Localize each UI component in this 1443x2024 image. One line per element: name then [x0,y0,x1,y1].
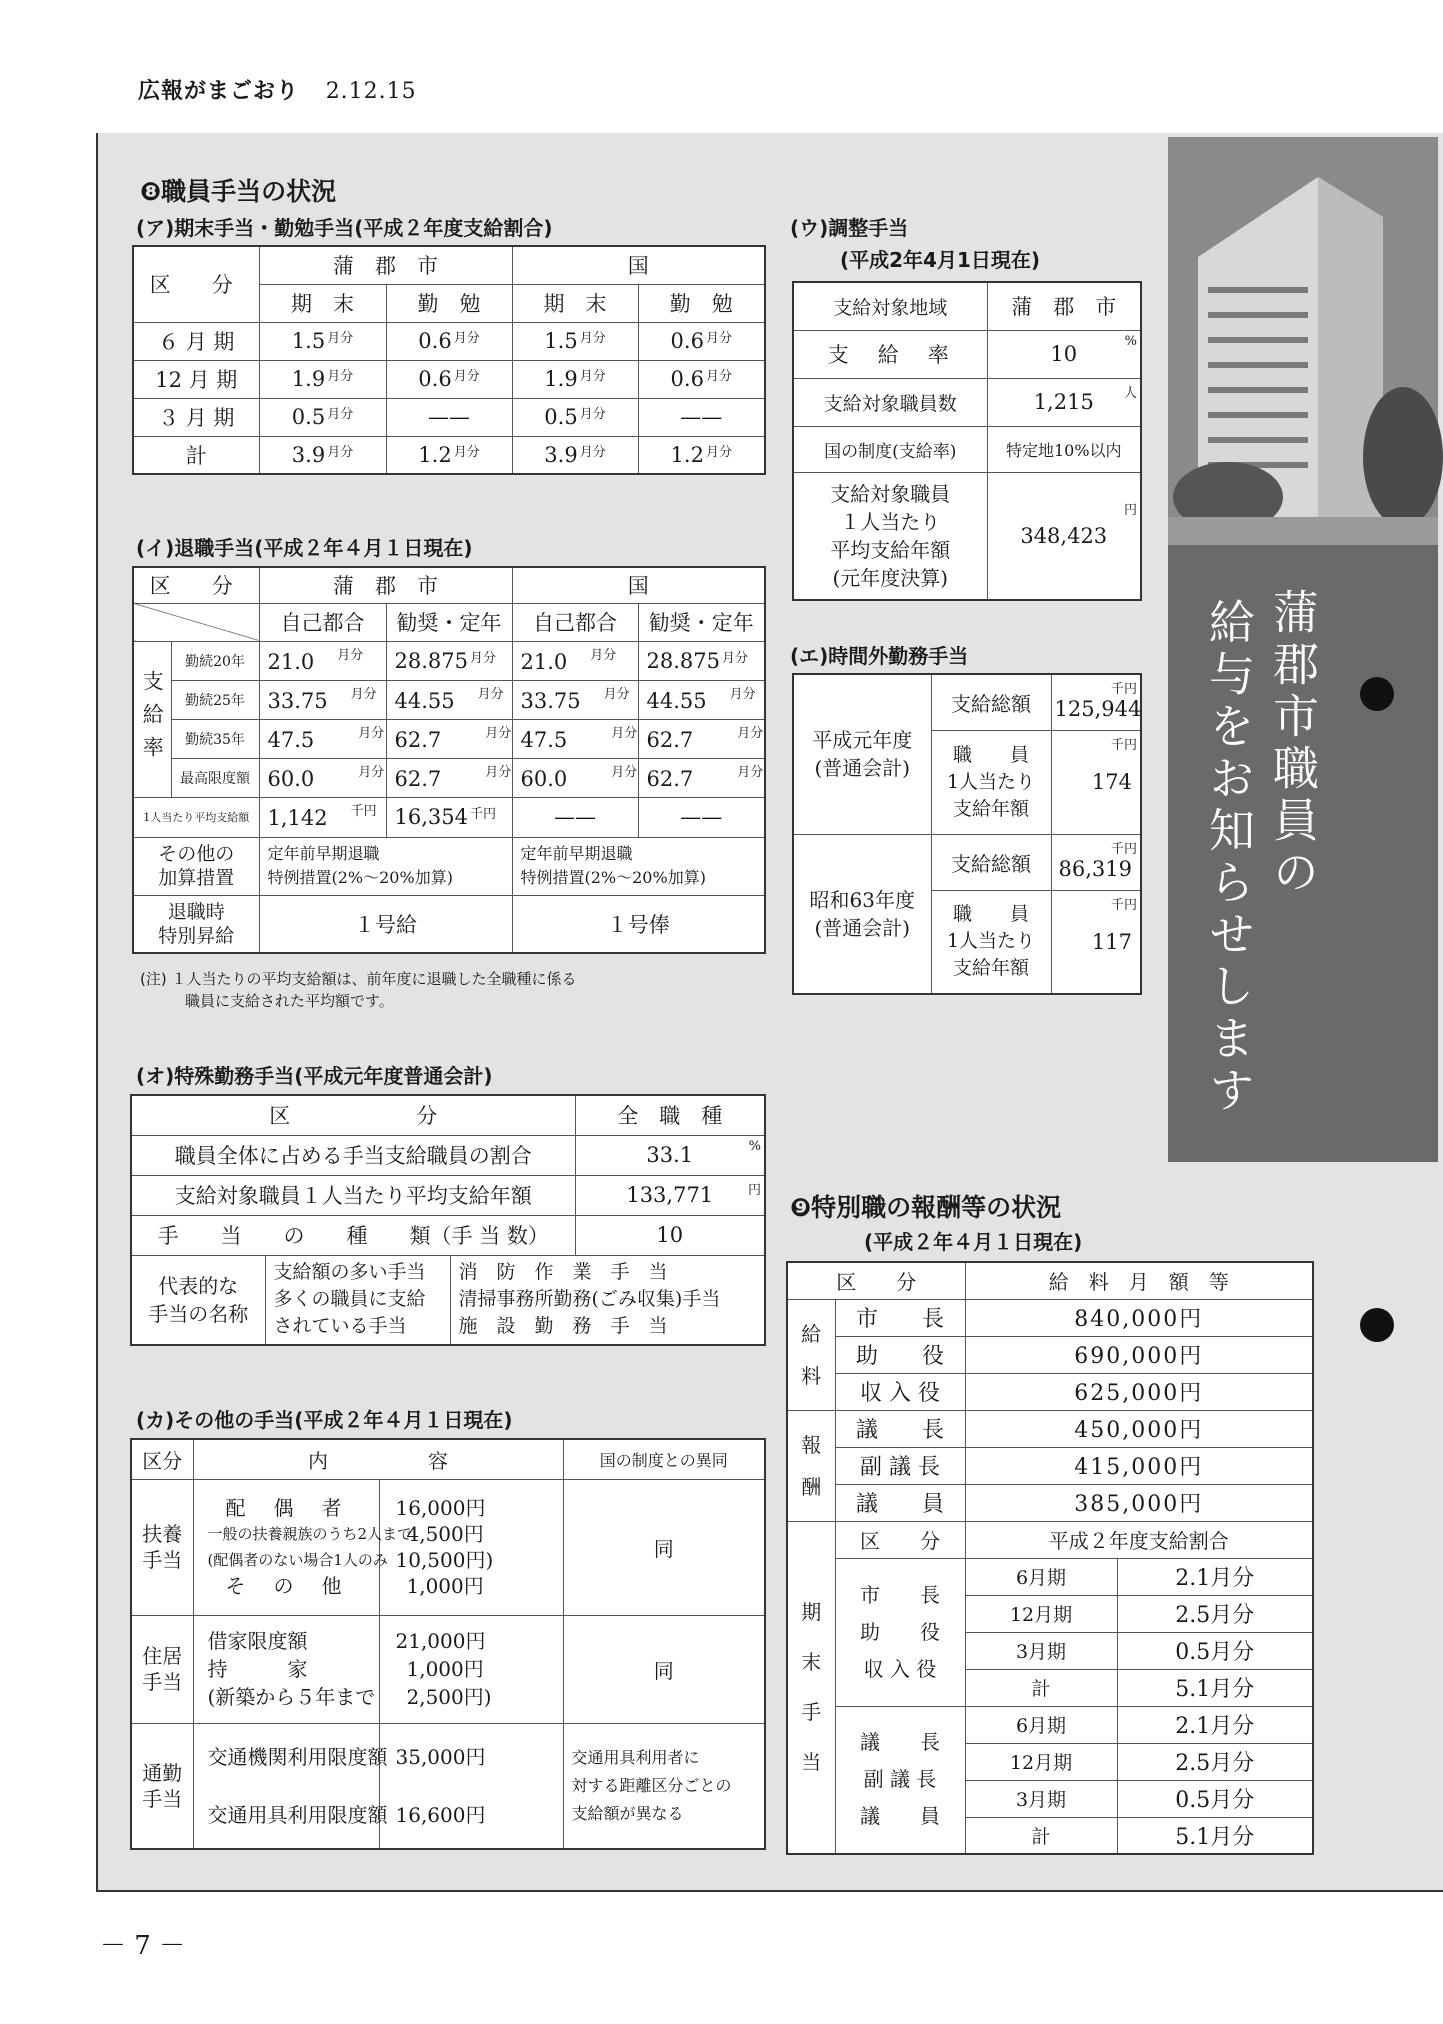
publication-date: 2.12.15 [325,79,417,104]
cell: 0.6 $^{月分}$ [638,360,765,398]
table-row: 報 酬 議 長 450,000円 [787,1410,1313,1447]
header-city: 蒲 郡 市 [259,567,512,603]
table-row: 1人当たり平均支給額 1,142 $^{千円}$ 16,354 $^{千円}$ —— —— [133,797,765,837]
header-all: 全 職 種 [575,1095,765,1135]
header-kinben: 勤 勉 [638,284,765,322]
table-u-title: (ウ)調整手当 [790,216,909,240]
row-label: 最高限度額 [171,758,259,797]
cell: 1.2 $^{月分}$ [638,436,765,474]
table-row: 扶養 手当 配 偶 者 一般の扶養親族のうち2人まで (配偶者のない場合1人のみ そ の 他 16,000円 4,500円 10,500円) 1,000円 同 [131,1479,765,1615]
section-9-title: ❾特別職の報酬等の状況 [790,1193,1062,1222]
header-jiko: 自己都合 [512,603,638,641]
section-8-title: ❽職員手当の状況 [140,177,337,206]
table-row: 計 5.1月分 [787,1669,1313,1706]
row-label: 計 [133,436,259,474]
cell: 1.9 $^{月分}$ [512,360,638,398]
table-row: 支給対象職員１人当たり平均支給年額 133,771 円 [131,1175,765,1215]
table-row: 支 給 率 10 % [793,330,1141,378]
header-kimatsu: 期 末 [512,284,638,322]
bonus-allowance-table [132,245,766,475]
side-label: 支給率 [133,641,171,797]
table-row: 支給対象職員数 1,215 人 [793,378,1141,426]
table-o-title: (オ)特殊勤務手当(平成元年度普通会計) [136,1064,493,1088]
page-header [138,74,417,105]
cell: 3.9 $^{月分}$ [512,436,638,474]
table-row: 議 長 副 議 長 議 員 6月期 2.1月分 [787,1706,1313,1743]
special-post-remuneration-table: 区 分 給 料 月 額 等 給 料 市 長 840,000円 助 役 690,000円 収 入 役 625,000円 報 酬 議 長 450,000円 副 議 長 415,000円 議 員 385,000円 期 末 手 当 区 分 平成２年度支給割合 市 長 助 役 収 入 役 6月期 2.1月分 12月期 2.5月分 3月期 0.5月分 計 5.1月分 議 長 副 議 長 議 員 6月期 2.1月分 12月期 2.5月分 3月期 0.5月分 計 5.1月分 [786,1261,1314,1855]
header-amount: 給 料 月 額 等 [965,1262,1313,1299]
header-jiko: 自己都合 [259,603,386,641]
table-row: 住居 手当 借家限度額 持 家 (新築から５年まで 21,000円 1,000円 2,500円) 同 [131,1615,765,1723]
row-label: 勤続35年 [171,719,259,758]
cell: 1.5 $^{月分}$ [512,322,638,360]
special-duty-allowance-table [130,1094,766,1346]
binder-hole [1360,1308,1394,1342]
table-row: 12月期 2.5月分 [787,1743,1313,1780]
table-row: 職 員 1人当たり 支給年額 千円 174 [793,730,1141,834]
table-row: 昭和63年度 (普通会計) 支給総額 千円 86,319 [793,834,1141,890]
table-ka-title: (カ)その他の手当(平成２年４月１日現在) [136,1408,513,1432]
header-nation: 国 [512,567,765,603]
table-row: 12月期 2.5月分 [787,1595,1313,1632]
table-row: 勤続35年 47.5 $^{月分}$ 62.7 $^{月分}$ 47.5 $^{月分}$ 62.7 $^{月分}$ [133,719,765,758]
city-hall-photo [1168,137,1438,545]
header-content: 内 容 [193,1439,563,1479]
table-row: 手 当 の 種 類（手 当 数） 10 [131,1215,765,1255]
cell: 1.2 $^{月分}$ [386,436,512,474]
table-row: 支給対象職員 １人当たり 平均支給年額 (元年度決算) 348,423 円 [793,472,1141,600]
side-title-line2: 給与をお知らせします [1202,598,1256,1118]
table-i-title: (イ)退職手当(平成２年４月１日現在) [136,536,473,560]
table-a-title: (ア)期末手当・勤勉手当(平成２年度支給割合) [136,216,553,240]
table-row: 給 料 市 長 840,000円 [787,1299,1313,1336]
cell: 0.5 $^{月分}$ [259,398,386,436]
row-label: 勤続20年 [171,641,259,680]
table-row [133,360,765,398]
row-label: 退職時 特別昇給 [133,895,259,953]
table-row: 支給対象地域 蒲 郡 市 [793,282,1141,330]
section-9-subtitle: (平成２年４月１日現在) [864,1230,1083,1254]
table-row: 職 員 1人当たり 支給年額 千円 117 [793,890,1141,994]
table-row: 支給率 勤続20年 21.0 $^{月分}$ 28.875 $^{月分}$ 21.0 $^{月分}$ 28.875 $^{月分}$ [133,641,765,680]
table-row: 市 長 助 役 収 入 役 6月期 2.1月分 [787,1558,1313,1595]
header-kinben: 勤 勉 [386,284,512,322]
side-title-line1: 蒲郡市職員の [1266,588,1320,900]
table-row: 収 入 役 625,000円 [787,1373,1313,1410]
row-label: 1人当たり平均支給額 [133,797,259,837]
diagonal-cell [133,603,259,641]
header-kubun: 区 分 [133,567,259,603]
table-row: 職員全体に占める手当支給職員の割合 33.1 % [131,1135,765,1175]
table-row [133,398,765,436]
table-row: 計 5.1月分 [787,1817,1313,1854]
cell: 0.6 $^{月分}$ [638,322,765,360]
header-diff: 国の制度との異同 [563,1439,765,1479]
row-label: 勤続25年 [171,680,259,719]
table-row: 3月期 0.5月分 [787,1632,1313,1669]
overtime-allowance-table [792,673,1142,995]
table-row: 助 役 690,000円 [787,1336,1313,1373]
table-i-note: (注) １人当たりの平均支給額は、前年度に退職した全職種に係る 職員に支給された平均額です。 [140,970,577,1010]
cell: —— [638,398,765,436]
cell: 0.6 $^{月分}$ [386,322,512,360]
table-row [133,322,765,360]
header-city: 蒲 郡 市 [259,246,512,284]
row-label: 12 月 期 [133,360,259,398]
cell: —— [386,398,512,436]
header-kubun: 区分 [131,1439,193,1479]
table-row: 代表的な 手当の名称 支給額の多い手当 多くの職員に支給 されている手当 消 防 作 業 手 当 清掃事務所勤務(ごみ収集)手当 施 設 勤 務 手 当 [131,1255,765,1345]
row-label: その他の 加算措置 [133,837,259,895]
table-row: 平成元年度 (普通会計) 支給総額 千円 125,944 [793,674,1141,730]
header-kimatsu: 期 末 [259,284,386,322]
table-row: 国の制度(支給率) 特定地10%以内 [793,426,1141,472]
header-kubun: 区 分 [787,1262,965,1299]
header-nation: 国 [512,246,765,284]
header-kubun: 区 分 [131,1095,575,1135]
page-number: － 7 － [100,1931,186,1961]
cell: 3.9 $^{月分}$ [259,436,386,474]
table-row: 副 議 長 415,000円 [787,1447,1313,1484]
other-allowance-table [130,1438,766,1850]
binder-hole [1360,677,1394,711]
table-row: 通勤 手当 交通機関利用限度額 交通用具利用限度額 35,000円 16,600円 交通用具利用者に 対する距離区分ごとの 支給額が異なる [131,1723,765,1849]
row-label: ３ 月 期 [133,398,259,436]
row-label: ６ 月 期 [133,322,259,360]
cell: 1.9 $^{月分}$ [259,360,386,398]
retirement-allowance-table [132,566,766,954]
header-kansho: 勧奨・定年 [638,603,765,641]
header-kubun: 区 分 [133,246,259,322]
publication-title: 広報がまごおり [138,79,300,104]
table-row: 最高限度額 60.0 $^{月分}$ 62.7 $^{月分}$ 60.0 $^{月分}$ 62.7 $^{月分}$ [133,758,765,797]
adjustment-allowance-table [792,281,1142,601]
table-row: 議 員 385,000円 [787,1484,1313,1521]
cell: 0.6 $^{月分}$ [386,360,512,398]
table-u-subtitle: (平成2年4月1日現在) [840,248,1041,272]
cell: 1.5 $^{月分}$ [259,322,386,360]
table-e-title: (エ)時間外勤務手当 [790,644,969,668]
table-row: その他の 加算措置 定年前早期退職 特例措置(2%～20%加算) 定年前早期退職 特例措置(2%～20%加算) [133,837,765,895]
table-row: 勤続25年 33.75 $^{月分}$ 44.55 $^{月分}$ 33.75 $^{月分}$ 44.55 $^{月分}$ [133,680,765,719]
header-kansho: 勧奨・定年 [386,603,512,641]
cell: 0.5 $^{月分}$ [512,398,638,436]
table-row: 退職時 特別昇給 １号給 １号俸 [133,895,765,953]
table-row: 3月期 0.5月分 [787,1780,1313,1817]
table-row [133,436,765,474]
